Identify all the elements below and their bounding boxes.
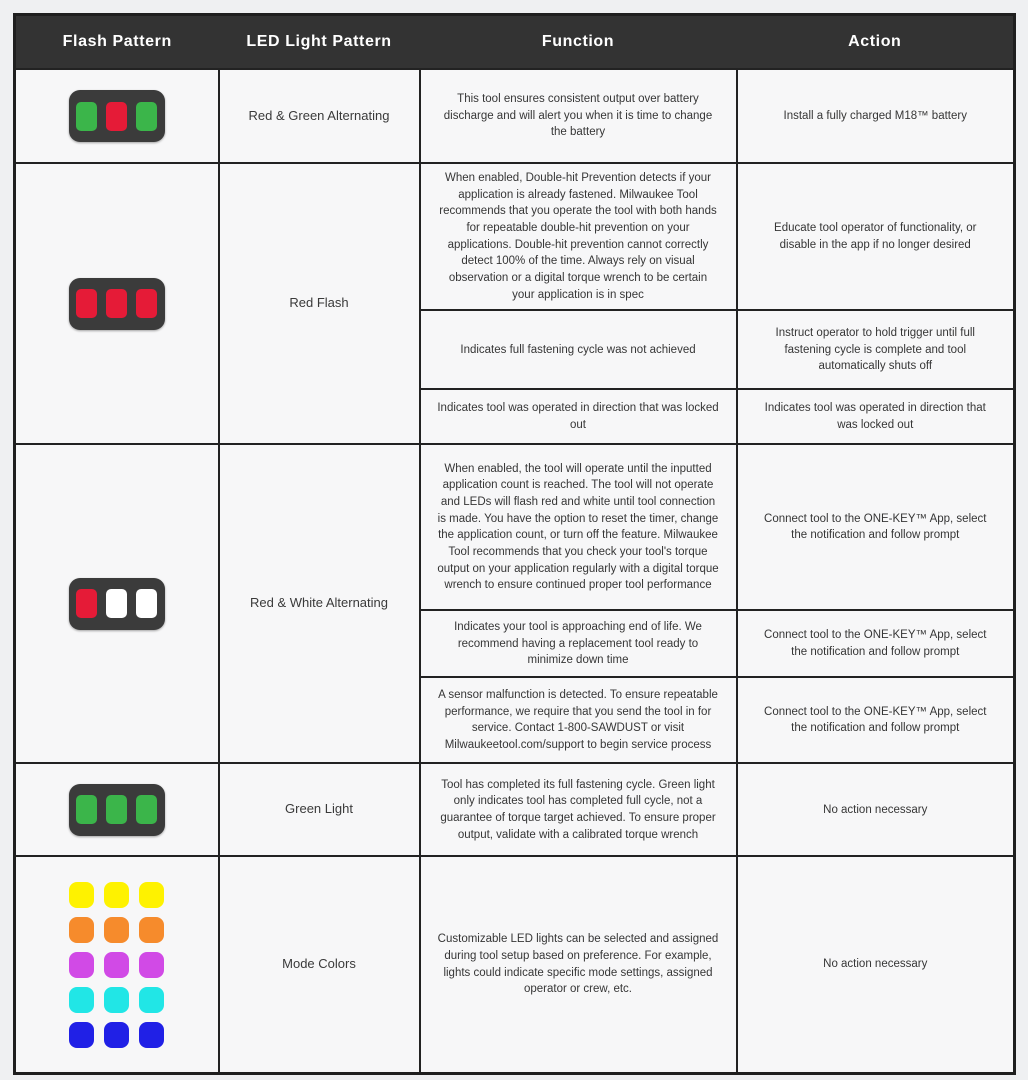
led-housing-red-flash	[69, 278, 165, 330]
mode-swatch-yellow	[104, 882, 129, 908]
table-row	[15, 856, 1015, 1073]
led-housing-red-green	[69, 90, 165, 142]
mode-swatch-orange	[69, 917, 94, 943]
led-green	[136, 102, 157, 131]
led-green	[76, 102, 97, 131]
header-row	[15, 15, 1015, 70]
led-green	[76, 795, 97, 824]
mode-color-grid	[69, 882, 164, 1048]
flash-pattern-cell	[15, 444, 219, 763]
led-red	[106, 102, 127, 131]
table-row	[15, 444, 1015, 610]
flash-pattern-cell	[15, 163, 219, 444]
action-cell: No action necessary	[737, 763, 1015, 856]
mode-swatch-yellow	[69, 882, 94, 908]
led-white	[136, 589, 157, 618]
flash-pattern-cell	[15, 763, 219, 856]
function-cell: A sensor malfunction is detected. To ensure repeatable performance, we require that you send the tool in for service. Contact 1-800-SAWDUST or visit Milwaukeetool.com/support to begin service process	[420, 677, 737, 763]
led-white	[106, 589, 127, 618]
led-red	[136, 289, 157, 318]
function-cell: Indicates full fastening cycle was not achieved	[420, 310, 737, 389]
led-housing-green	[69, 784, 165, 836]
mode-swatch-yellow	[139, 882, 164, 908]
action-cell: No action necessary	[737, 856, 1015, 1073]
table-row	[15, 763, 1015, 856]
action-cell: Connect tool to the ONE-KEY™ App, select the notification and follow prompt	[737, 677, 1015, 763]
mode-swatch-blue	[104, 1022, 129, 1048]
pattern-label: Mode Colors	[219, 856, 420, 1073]
led-green	[106, 795, 127, 824]
action-cell: Indicates tool was operated in direction that was locked out	[737, 389, 1015, 444]
mode-swatch-cyan	[139, 987, 164, 1013]
mode-swatch-magenta	[139, 952, 164, 978]
pattern-label: Red & Green Alternating	[219, 69, 420, 163]
action-cell: Connect tool to the ONE-KEY™ App, select the notification and follow prompt	[737, 610, 1015, 677]
mode-swatch-blue	[139, 1022, 164, 1048]
mode-swatch-orange	[104, 917, 129, 943]
led-red	[106, 289, 127, 318]
function-cell: Indicates your tool is approaching end of life. We recommend having a replacement tool ready to minimize down time	[420, 610, 737, 677]
table-row	[15, 69, 1015, 163]
function-cell: When enabled, Double-hit Prevention detects if your application is already fastened. Milwaukee Tool recommends that you operate the tool with both hands for repeatable double-hit prevention on your applications. Double-hit prevention cannot correctly detect 100% of the time. Always rely on visual observation or a digital torque wrench to be certain your application is in spec	[420, 163, 737, 310]
header-led-light-pattern: LED Light Pattern	[219, 15, 420, 70]
action-cell: Install a fully charged M18™ battery	[737, 69, 1015, 163]
flash-pattern-cell	[15, 856, 219, 1073]
pattern-label: Red & White Alternating	[219, 444, 420, 763]
mode-swatch-cyan	[69, 987, 94, 1013]
table-row	[15, 163, 1015, 310]
led-pattern-reference-table	[13, 13, 1016, 1075]
function-cell: Tool has completed its full fastening cycle. Green light only indicates tool has completed full cycle, not a guarantee of torque target achieved. To ensure proper output, validate with a calibrated torque wrench	[420, 763, 737, 856]
function-cell: When enabled, the tool will operate until the inputted application count is reached. The tool will not operate and LEDs will flash red and white until tool connection is made. You have the option to reset the timer, change the application count, or turn off the feature. Milwaukee Tool recommends that you check your tool's torque output on your application regularly with a digital torque wrench to ensure continued proper tool performance	[420, 444, 737, 610]
mode-swatch-magenta	[104, 952, 129, 978]
header-action: Action	[737, 15, 1015, 70]
function-cell: Indicates tool was operated in direction that was locked out	[420, 389, 737, 444]
led-red	[76, 589, 97, 618]
header-function: Function	[420, 15, 737, 70]
led-housing-red-white	[69, 578, 165, 630]
header-flash-pattern: Flash Pattern	[15, 15, 219, 70]
function-cell: Customizable LED lights can be selected and assigned during tool setup based on preference. For example, lights could indicate specific mode settings, assigned operator or crew, etc.	[420, 856, 737, 1073]
action-cell: Instruct operator to hold trigger until full fastening cycle is complete and tool automatically shuts off	[737, 310, 1015, 389]
action-cell: Educate tool operator of functionality, or disable in the app if no longer desired	[737, 163, 1015, 310]
pattern-label: Red Flash	[219, 163, 420, 444]
action-cell: Connect tool to the ONE-KEY™ App, select the notification and follow prompt	[737, 444, 1015, 610]
led-red	[76, 289, 97, 318]
flash-pattern-cell	[15, 69, 219, 163]
function-cell: This tool ensures consistent output over battery discharge and will alert you when it is time to change the battery	[420, 69, 737, 163]
mode-swatch-cyan	[104, 987, 129, 1013]
pattern-label: Green Light	[219, 763, 420, 856]
mode-swatch-blue	[69, 1022, 94, 1048]
mode-swatch-magenta	[69, 952, 94, 978]
mode-swatch-orange	[139, 917, 164, 943]
led-green	[136, 795, 157, 824]
